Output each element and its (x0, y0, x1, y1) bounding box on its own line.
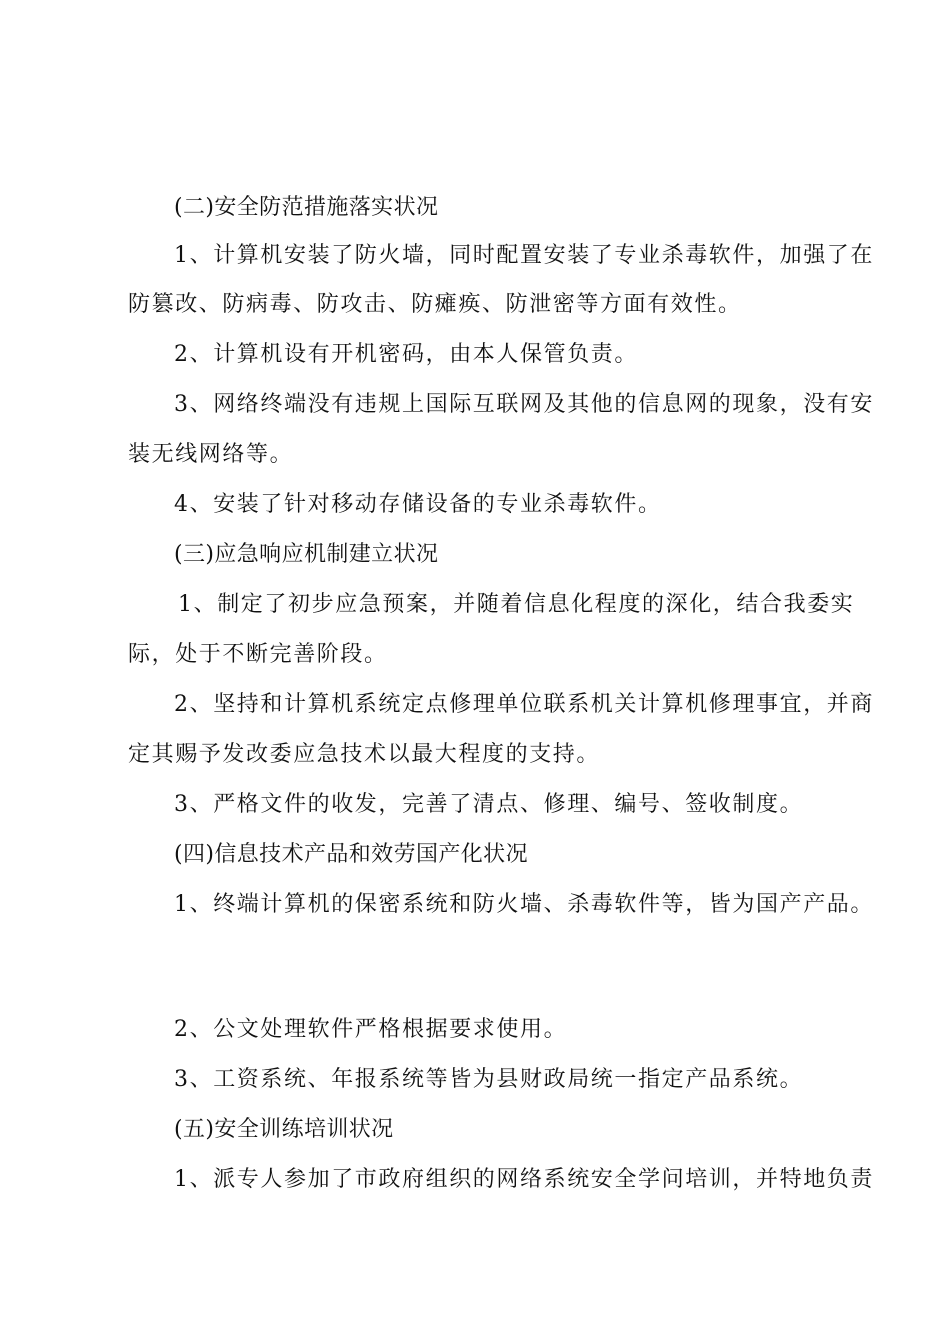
paragraph-line: 2、坚持和计算机系统定点修理单位联系机关计算机修理事宜，并商 (174, 692, 874, 717)
paragraph-line: 3、严格文件的收发，完善了清点、修理、编号、签收制度。 (174, 792, 804, 817)
section-heading-3: (三)应急响应机制建立状况 (174, 542, 439, 567)
paragraph-line: 4、安装了针对移动存储设备的专业杀毒软件。 (174, 492, 662, 517)
paragraph-line: 1、终端计算机的保密系统和防火墙、杀毒软件等，皆为国产产品。 (174, 892, 874, 917)
paragraph-line: 定其赐予发改委应急技术以最大程度的支持。 (128, 742, 601, 767)
paragraph-line: 1、制定了初步应急预案，并随着信息化程度的深化，结合我委实 (178, 592, 855, 617)
section-heading-4: (四)信息技术产品和效劳国产化状况 (174, 842, 528, 867)
paragraph-line: 1、派专人参加了市政府组织的网络系统安全学问培训，并特地负责 (174, 1167, 874, 1192)
paragraph-line: 1、计算机安装了防火墙，同时配置安装了专业杀毒软件，加强了在 (174, 243, 874, 268)
section-heading-5: (五)安全训练培训状况 (174, 1117, 394, 1142)
paragraph-line: 2、计算机设有开机密码，由本人保管负责。 (174, 342, 638, 367)
paragraph-line: 3、工资系统、年报系统等皆为县财政局统一指定产品系统。 (174, 1067, 804, 1092)
paragraph-line: 防篡改、防病毒、防攻击、防瘫痪、防泄密等方面有效性。 (128, 292, 742, 317)
paragraph-line: 际，处于不断完善阶段。 (128, 642, 388, 667)
paragraph-line: 3、网络终端没有违规上国际互联网及其他的信息网的现象，没有安 (174, 392, 874, 417)
paragraph-line: 2、公文处理软件严格根据要求使用。 (174, 1017, 568, 1042)
section-heading-2: (二)安全防范措施落实状况 (174, 195, 439, 220)
paragraph-line: 装无线网络等。 (128, 442, 294, 467)
